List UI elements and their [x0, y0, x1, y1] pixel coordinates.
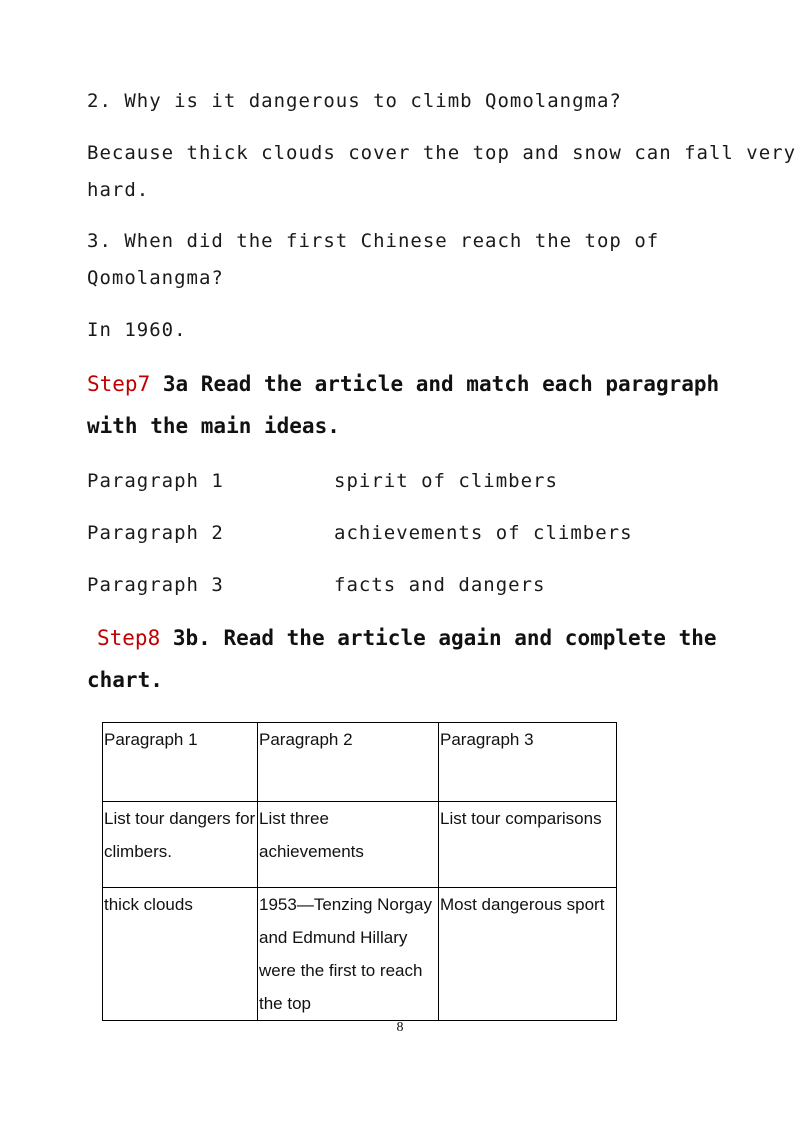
step7-label: Step7 [87, 372, 151, 396]
matching-idea: spirit of climbers [334, 470, 558, 492]
table-row [103, 802, 617, 888]
table-cell: List three achievements [258, 802, 439, 888]
table-cell: Most dangerous sport [439, 888, 617, 1021]
step8-instruction: 3b. Read the article again and complete the chart. [87, 626, 717, 692]
question-3-line-2: Qomolangma? [87, 267, 224, 289]
matching-idea: achievements of climbers [334, 522, 633, 544]
matching-row [87, 522, 224, 544]
table-header-cell: Paragraph 1 [103, 723, 258, 802]
matching-paragraph: Paragraph 2 [87, 522, 224, 544]
question-3-line-1: 3. When did the first Chinese reach the top of [87, 230, 660, 252]
matching-paragraph: Paragraph 1 [87, 470, 224, 492]
answer-2-line-2: hard. [87, 179, 150, 201]
chart-table [102, 722, 617, 1021]
answer-3: In 1960. [87, 319, 187, 341]
question-2: 2. Why is it dangerous to climb Qomolangma? [87, 90, 622, 112]
step7-heading [87, 363, 727, 447]
table-cell: 1953—Tenzing Norgay and Edmund Hillary were the first to reach the top [258, 888, 439, 1021]
step8-label: Step8 [97, 626, 161, 650]
matching-row [87, 470, 224, 492]
table-cell: List tour dangers for climbers. [103, 802, 258, 888]
table-cell: List tour comparisons [439, 802, 617, 888]
matching-row [87, 574, 224, 596]
matching-idea: facts and dangers [334, 574, 546, 596]
table-row [103, 888, 617, 1021]
table-header-cell: Paragraph 3 [439, 723, 617, 802]
table-header-cell: Paragraph 2 [258, 723, 439, 802]
step8-heading [87, 617, 727, 701]
step7-instruction: 3a Read the article and match each paragraph with the main ideas. [87, 372, 720, 438]
page-number: 8 [396, 1020, 404, 1035]
matching-paragraph: Paragraph 3 [87, 574, 224, 596]
table-cell: thick clouds [103, 888, 258, 1021]
answer-2-line-1: Because thick clouds cover the top and snow can fall very [87, 142, 797, 164]
table-header-row [103, 723, 617, 802]
